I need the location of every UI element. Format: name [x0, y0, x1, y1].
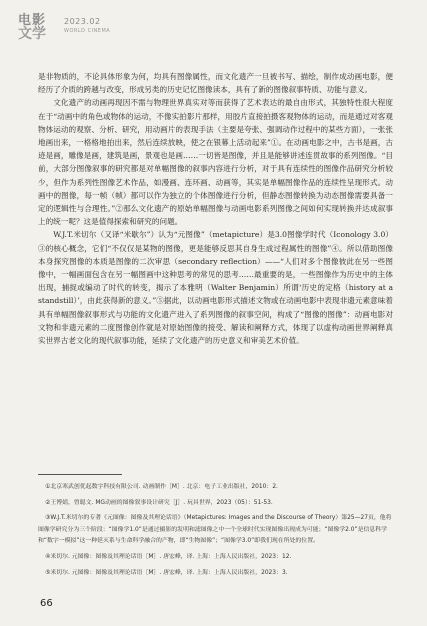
- issue-number: 2023.02: [64, 17, 101, 26]
- body-paragraph: 是非物质的，不论具体形象为何，均具有图像属性，而文化遗产一旦被书写、描绘，制作成动画电影，便经历了介质的跨越与改变，形成另类的历史记忆图像读本，具有了新的图像叙事特质、功能与意义。: [38, 72, 393, 95]
- page-number: 66: [40, 598, 53, 609]
- body-paragraph: 文化遗产的动画再现因不需与物理世界真实对等而获得了艺术表达的最自由形式，其独特性很大程度在于“动画中的角色或物体的运动，不像实拍影片那样，用胶片直接拍摄客观物体的运动，而是通过对客观物体运动的观察、分析、研究，用动画片的表现手法（主要是夸张、强调动作过程中的某些方面），一张张地画出来，一格格地拍出来，然后连续放映，使之在银幕上活动起来”①。在动画电影之中，古书是画，古迹是画，雕像是画，建筑是画，景观也是画……一切皆是图像，并且是能够讲述连贯故事的系列图像。“目前，大部分图像叙事的研究都是对单幅图像的叙事内容进行分析，对于具有连续性的图像作品研究分析较少，但作为系列性图像艺术作品，如漫画、连环画、动画等，其实是单幅图像作品的连续性呈现形式。动画中的图像，每一帧（帧）都可以作为独立的个体图像进行分析，但静态图像转换为动态图像需要具备一定的逻辑性与合理性。”②那么文化遗产的原始单幅图像与动画电影系列图像之间如何实现转换并达成叙事上的统一呢？这是值得探索和研究的问题。: [38, 98, 393, 227]
- logo-bottom-text: 文学: [18, 26, 46, 42]
- footnote-item: ③W.J.T.米切尔的专著《元图像：图像及其理论话语》（Metapictures: Images and the Discourse of Theory）第25—27页，他将图像学研究分为三个阶段：“图像学1.0”是通过摄影的发明和滤图像之中一个全球时代实现图像出现成为可能；“图像学2.0”是信息科学和“数字一模拟”这一种延灭系与生命科学融合的产物，即“生物图像”；“图像学3.0”即我们现在所处的位置。: [38, 515, 392, 545]
- magazine-name: WORLD CINEMA: [64, 28, 111, 34]
- footnotes: [38, 482, 393, 583]
- article-body: [38, 70, 393, 347]
- footnote-item: ①北京寒武创优起数字科技有限公司. 动画制作［M］. 北京：电子工业出版社，2010：2.: [45, 484, 278, 490]
- footnote-item: ②王博婧，曾聪文. MG动画的图像叙事设计研究［J］. 玩具世界，2023（05）：51-53.: [45, 499, 273, 506]
- journal-header: [18, 9, 148, 49]
- footnote-item: ④米切尔. 元图像：图像及其理论话语［M］. 唐宏峰，译. 上海：上海人民出版社，2023：12.: [45, 553, 292, 560]
- logo-top-text: 电影: [18, 13, 47, 28]
- footnote-divider: [38, 474, 122, 475]
- footnote-item: ⑤米切尔. 元图像：图像及其理论话语［M］. 唐宏峰，译. 上海：上海人民出版社，2023：3.: [45, 569, 288, 576]
- body-paragraph: W.J.T.米切尔（又译“米歇尔”）认为“元图像”（metapicture）是3.0图像学时代（Iconology 3.0）③的核心概念，它们“不仅仅是某物的图像，更是能够反思其自身生成过程属性的图像”④。所以借助图像本身探究图像的本质是图像的二次审思（secondary reflection）——“人们对多个图像彼此在另一些图像中，一幅画面包含在另一幅图画中这种思考的常见的思考……最重要的是，一些图像作为历史中的主体出现，捕捉或编动了时代的转变，揭示了本雅明（Walter Benjamin）所谓‘历史的定格（history at a standstill）’，由此获得新的意义。”⑤据此，以动画电影形式描述文物或在动画电影中表现非遗元素意味着具有单幅图像叙事形式与功能的文化遗产进入了系列图像的叙事空间，构成了“图像的图像”：动画电影对文物和非遗元素的二度图像创作就是对原始图像的接受、解读和阐释方式，体现了以虚构动画世界阐释真实世界古老文化的现代叙事功能，延续了文化遗产的历史意义和审美艺术价值。: [38, 230, 393, 346]
